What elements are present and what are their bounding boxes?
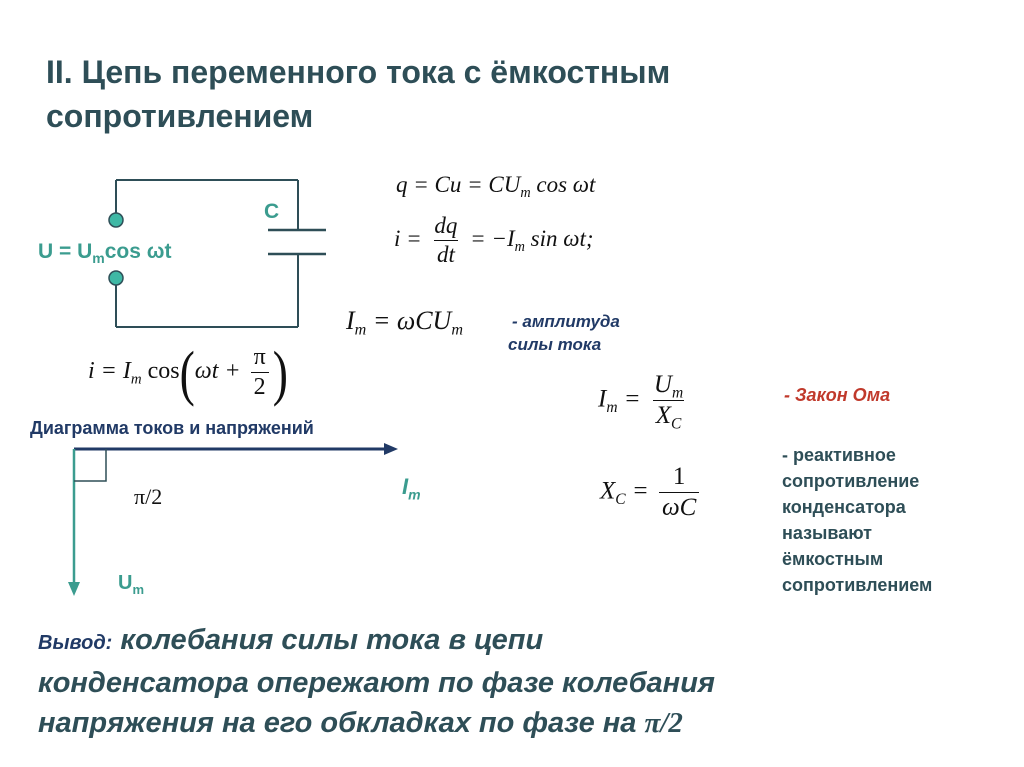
terminal-top: [109, 213, 123, 227]
note-amplitude-1: - амплитуда: [512, 312, 620, 331]
diagram-title: Диаграмма токов и напряжений: [30, 418, 314, 438]
conclusion-line-2: конденсатора опережают по фазе колебания: [38, 667, 715, 699]
voltage-arrow-head: [68, 582, 80, 596]
note-line: конденсатора: [782, 497, 906, 517]
phase-shift-label: π/2: [134, 484, 163, 509]
conclusion-label: Вывод:: [38, 632, 113, 654]
conclusion-line-1: Вывод: колебания силы тока в цепи: [38, 624, 544, 656]
note-line: называют: [782, 523, 872, 543]
formula-charge: $q = Cu = CU_m$ cos ωt: [396, 172, 596, 201]
formula-ohm-law: $I_m$ = $\frac{U_m}{X_C}$: [598, 371, 684, 433]
terminal-bottom: [109, 271, 123, 285]
note-line: сопротивление: [782, 471, 920, 491]
formula-current-amplitude: $I_m = \omega CU_m$: [346, 306, 463, 339]
slide-title: II. Цепь переменного тока с ёмкостным сопротивлением: [46, 54, 671, 134]
current-phasor-label: $I_m$: [402, 474, 421, 503]
note-reactance-description: [782, 442, 1012, 598]
note-line: - реактивное: [782, 445, 896, 465]
formula-capacitive-reactance: $X_C$ = $\frac{1}{\omega C}$: [600, 464, 703, 522]
voltage-phasor-label: $U_m$: [118, 572, 145, 597]
capacitor-label: C: [264, 200, 280, 223]
note-ohm-law: - Закон Ома: [784, 385, 891, 405]
source-voltage-label: $U = U_m\cos$ ωt: [38, 240, 172, 267]
right-angle-mark: [74, 449, 106, 481]
conclusion-text: [38, 620, 998, 743]
conclusion-line-3: напряжения на его обкладках по фазе на π/2: [38, 707, 683, 739]
note-line: ёмкостным: [782, 549, 884, 569]
note-amplitude-2: силы тока: [508, 335, 602, 354]
formula-current-derivative: i = $\frac{dq}{dt}$ = $-I_m$ sin ωt;: [394, 213, 594, 268]
note-line: сопротивлением: [782, 575, 933, 595]
current-arrow-head: [384, 443, 398, 455]
formula-current-cos: $i = I_m$ cos(ωt + $\frac{\pi}{2}$ ): [88, 337, 288, 407]
